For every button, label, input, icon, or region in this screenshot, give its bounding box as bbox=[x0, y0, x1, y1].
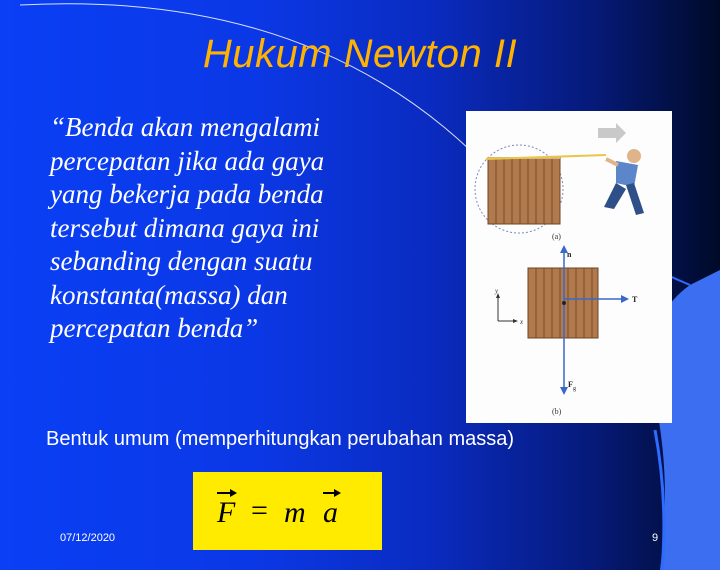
formula-a: a bbox=[323, 496, 338, 529]
quote-line: sebanding dengan suatu bbox=[50, 246, 313, 276]
pull-direction-arrow bbox=[598, 123, 626, 143]
arc-line-bottom bbox=[655, 430, 664, 570]
vector-arrow-F bbox=[217, 492, 235, 494]
label-T: T bbox=[632, 295, 638, 304]
force-diagram-illustration bbox=[466, 111, 672, 423]
axis-y-label: y bbox=[495, 287, 499, 295]
force-diagram-figure bbox=[466, 111, 672, 423]
quote-line: yang bekerja pada benda bbox=[50, 179, 324, 209]
formula-F: F bbox=[217, 496, 236, 529]
axis-x-label: x bbox=[520, 318, 524, 326]
quote-line: “Benda akan mengalami bbox=[50, 112, 320, 142]
vector-arrow-a bbox=[323, 492, 339, 494]
quote-line: percepatan benda” bbox=[50, 313, 259, 343]
label-b: (b) bbox=[552, 407, 562, 416]
footer-date: 07/12/2020 bbox=[60, 532, 116, 544]
slide-title: Hukum Newton II bbox=[202, 32, 518, 76]
formula-equals: = bbox=[251, 494, 268, 527]
label-Fg: F bbox=[568, 380, 573, 389]
person-body bbox=[616, 161, 638, 187]
crate-a bbox=[488, 158, 560, 224]
quote-line: tersebut dimana gaya ini bbox=[50, 212, 320, 243]
person-head bbox=[627, 149, 641, 163]
quote-line: konstanta(massa) dan bbox=[50, 279, 288, 310]
formula-m: m bbox=[284, 496, 306, 529]
label-n: n bbox=[567, 250, 572, 259]
label-Fg-subscript: g bbox=[573, 386, 576, 392]
label-a: (a) bbox=[552, 232, 561, 241]
definition-quote bbox=[50, 111, 470, 346]
general-form-caption: Bentuk umum (memperhitungkan perubahan massa) bbox=[46, 428, 515, 450]
page-number: 9 bbox=[652, 532, 659, 544]
newton-second-law-formula bbox=[193, 472, 382, 550]
quote-line: percepatan jika ada gaya bbox=[50, 145, 325, 176]
formula-box bbox=[193, 472, 382, 550]
